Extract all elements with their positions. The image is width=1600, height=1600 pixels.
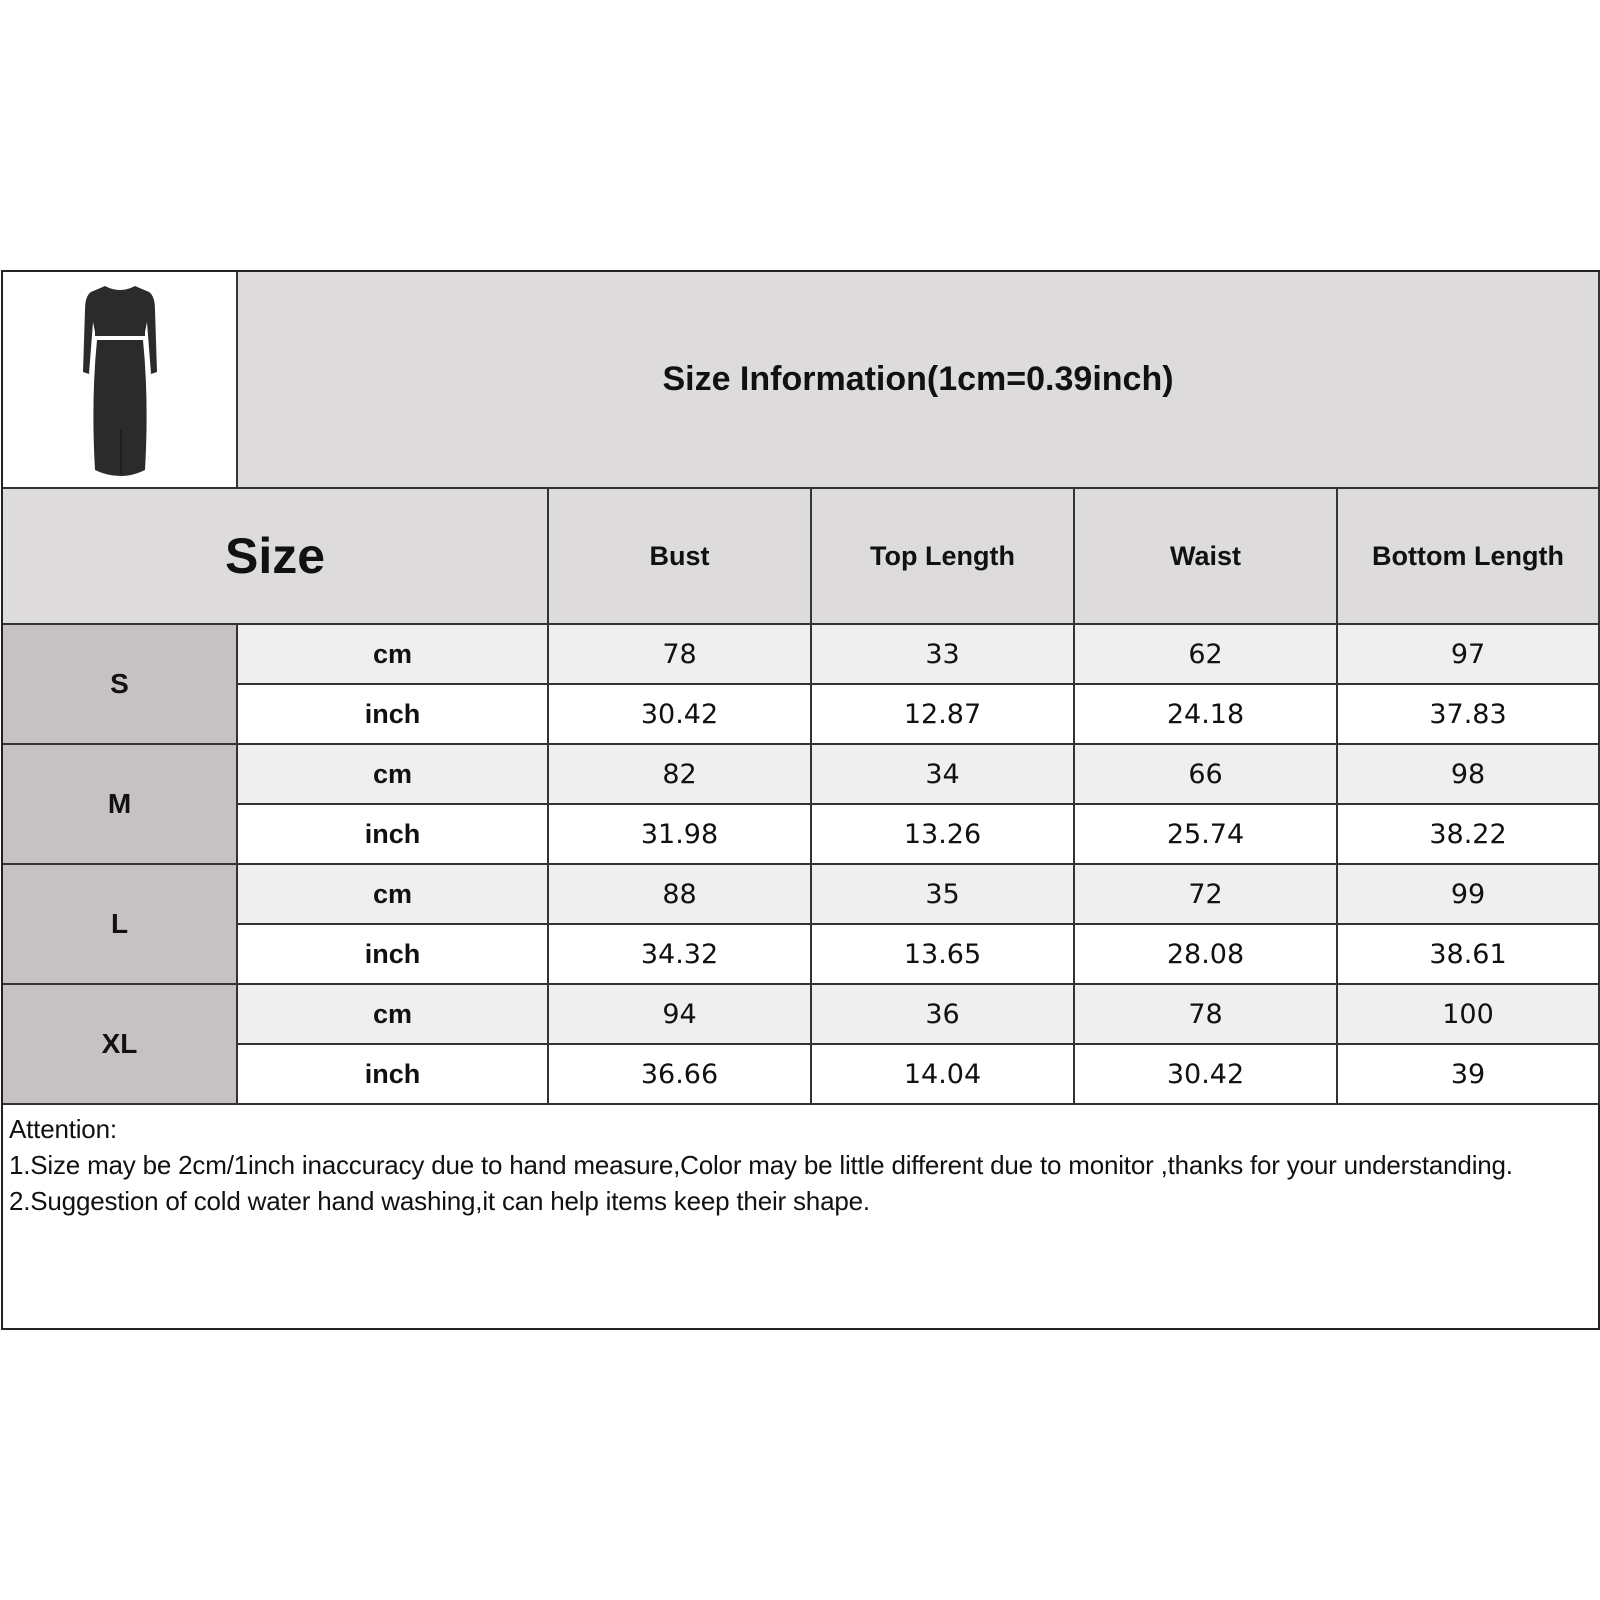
- table-cell: 33: [812, 625, 1075, 685]
- table-cell: 100: [1338, 985, 1600, 1045]
- table-cell: 24.18: [1075, 685, 1338, 745]
- unit-label: inch: [238, 685, 549, 745]
- table-cell: 12.87: [812, 685, 1075, 745]
- size-chart: [1, 270, 1600, 1330]
- unit-label: cm: [238, 745, 549, 805]
- table-cell: 13.26: [812, 805, 1075, 865]
- table-cell: 31.98: [549, 805, 812, 865]
- table-cell: 94: [549, 985, 812, 1045]
- table-cell: 34: [812, 745, 1075, 805]
- table-cell: 13.65: [812, 925, 1075, 985]
- table-cell: 88: [549, 865, 812, 925]
- table-cell: 25.74: [1075, 805, 1338, 865]
- table-cell: 14.04: [812, 1045, 1075, 1105]
- table-cell: 37.83: [1338, 685, 1600, 745]
- table-cell: 97: [1338, 625, 1600, 685]
- size-header: Size: [3, 489, 549, 625]
- col-header-waist: Waist: [1075, 489, 1338, 625]
- table-cell: 78: [1075, 985, 1338, 1045]
- table-cell: 39: [1338, 1045, 1600, 1105]
- table-cell: 62: [1075, 625, 1338, 685]
- notes-line-1: 1.Size may be 2cm/1inch inaccuracy due to hand measure,Color may be little different due to monitor ,thanks for your understanding.: [9, 1150, 1513, 1180]
- unit-label: cm: [238, 865, 549, 925]
- col-header-top-length: Top Length: [812, 489, 1075, 625]
- table-cell: 30.42: [1075, 1045, 1338, 1105]
- unit-label: inch: [238, 925, 549, 985]
- notes-line-2: 2.Suggestion of cold water hand washing,it can help items keep their shape.: [9, 1186, 870, 1216]
- size-info-title: Size Information(1cm=0.39inch): [238, 272, 1600, 489]
- attention-notes: [3, 1105, 1598, 1327]
- table-cell: 35: [812, 865, 1075, 925]
- table-cell: 98: [1338, 745, 1600, 805]
- table-cell: 78: [549, 625, 812, 685]
- product-image-cell: [3, 272, 238, 489]
- unit-label: cm: [238, 625, 549, 685]
- table-cell: 30.42: [549, 685, 812, 745]
- table-cell: 38.22: [1338, 805, 1600, 865]
- col-header-bottom-length: Bottom Length: [1338, 489, 1600, 625]
- unit-label: cm: [238, 985, 549, 1045]
- table-cell: 36.66: [549, 1045, 812, 1105]
- unit-label: inch: [238, 805, 549, 865]
- size-label-xl: XL: [3, 985, 238, 1105]
- unit-label: inch: [238, 1045, 549, 1105]
- size-label-m: M: [3, 745, 238, 865]
- size-label-l: L: [3, 865, 238, 985]
- table-cell: 82: [549, 745, 812, 805]
- notes-heading: Attention:: [9, 1114, 117, 1144]
- col-header-bust: Bust: [549, 489, 812, 625]
- table-cell: 72: [1075, 865, 1338, 925]
- table-cell: 99: [1338, 865, 1600, 925]
- table-cell: 36: [812, 985, 1075, 1045]
- dress-icon: [75, 280, 165, 480]
- table-cell: 38.61: [1338, 925, 1600, 985]
- size-label-s: S: [3, 625, 238, 745]
- table-cell: 34.32: [549, 925, 812, 985]
- table-cell: 66: [1075, 745, 1338, 805]
- table-cell: 28.08: [1075, 925, 1338, 985]
